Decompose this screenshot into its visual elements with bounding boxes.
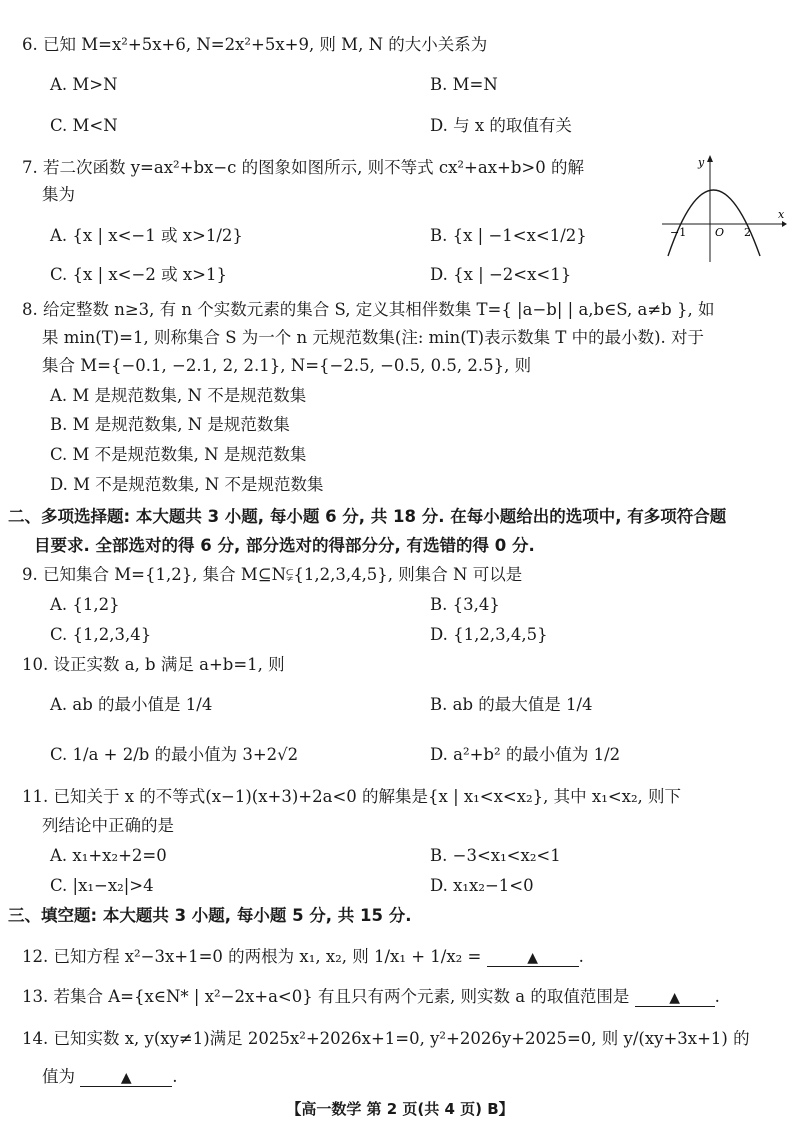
q13-answer-blank[interactable] (635, 990, 715, 1007)
q6-option-d: D. 与 x 的取值有关 (430, 116, 572, 135)
blank-triangle-icon: ▲ (527, 950, 538, 966)
q11-option-d: D. x₁x₂−1<0 (430, 876, 534, 895)
q11-stem-line1: 11. 已知关于 x 的不等式(x−1)(x+3)+2a<0 的解集是{x | x₁<x<x₂}, 其中 x₁<x₂, 则下 (22, 787, 682, 806)
q13-line (22, 986, 720, 1008)
q10-option-c: C. 1/a + 2/b 的最小值为 3+2√2 (50, 745, 299, 764)
q9-stem: 9. 已知集合 M={1,2}, 集合 M⊆N⫋{1,2,3,4,5}, 则集合 N 可以是 (22, 565, 523, 584)
q11-option-c: C. |x₁−x₂|>4 (50, 876, 154, 895)
q12-answer-blank[interactable] (487, 950, 579, 967)
section2-heading-line1: 二、多项选择题: 本大题共 3 小题, 每小题 6 分, 共 18 分. 在每小题给出的选项中, 有多项符合题 (8, 507, 727, 526)
q7-option-b: B. {x | −1<x<1/2} (430, 226, 587, 245)
q13-end-period: . (714, 987, 720, 1006)
q12-line (22, 946, 584, 968)
q10-stem: 10. 设正实数 a, b 满足 a+b=1, 则 (22, 655, 285, 674)
q9-option-c: C. {1,2,3,4} (50, 625, 152, 644)
q14-stem-line2: 值为 (42, 1067, 75, 1086)
q10-option-b: B. ab 的最大值是 1/4 (430, 695, 593, 714)
q8-option-d: D. M 不是规范数集, N 不是规范数集 (50, 475, 324, 494)
section3-heading: 三、填空题: 本大题共 3 小题, 每小题 5 分, 共 15 分. (8, 906, 412, 925)
q7-stem-line1: 7. 若二次函数 y=ax²+bx−c 的图象如图所示, 则不等式 cx²+ax+b>0 的解 (22, 158, 584, 177)
q10-option-a: A. ab 的最小值是 1/4 (50, 695, 213, 714)
q7-stem-line2: 集为 (42, 185, 75, 204)
q7-option-c: C. {x | x<−2 或 x>1} (50, 265, 227, 284)
q6-option-c: C. M<N (50, 116, 118, 135)
q14-answer-blank[interactable] (80, 1070, 172, 1087)
tick-label-2: 2 (744, 226, 751, 239)
q7-parabola-figure (660, 152, 788, 264)
q11-option-a: A. x₁+x₂+2=0 (50, 846, 167, 865)
q8-option-a: A. M 是规范数集, N 不是规范数集 (50, 386, 307, 405)
q8-stem-line2: 果 min(T)=1, 则称集合 S 为一个 n 元规范数集(注: min(T)表示数集 T 中的最小数). 对于 (42, 328, 704, 347)
x-axis-arrow (782, 221, 787, 227)
q14-end-period: . (172, 1067, 178, 1086)
parabola-curve (668, 190, 760, 256)
q14-line2 (42, 1066, 178, 1088)
y-axis-arrow (707, 155, 713, 162)
page-footer: 【高一数学 第 2 页(共 4 页) B】 (286, 1100, 514, 1118)
q6-option-b: B. M=N (430, 75, 498, 94)
q12-stem: 12. 已知方程 x²−3x+1=0 的两根为 x₁, x₂, 则 1/x₁ + 1/x₂ = (22, 947, 482, 966)
q8-option-b: B. M 是规范数集, N 是规范数集 (50, 415, 290, 434)
blank-triangle-icon: ▲ (669, 990, 680, 1006)
section2-heading-line2: 目要求. 全部选对的得 6 分, 部分选对的得部分分, 有选错的得 0 分. (34, 536, 535, 555)
x-axis-label: x (778, 208, 785, 221)
q8-stem-line3: 集合 M={−0.1, −2.1, 2, 2.1}, N={−2.5, −0.5, 0.5, 2.5}, 则 (42, 356, 532, 375)
q11-stem-line2: 列结论中正确的是 (42, 816, 174, 835)
q7-option-d: D. {x | −2<x<1} (430, 265, 572, 284)
blank-triangle-icon: ▲ (120, 1070, 132, 1086)
tick-label-neg1: −1 (670, 226, 687, 239)
q6-option-a: A. M>N (50, 75, 118, 94)
q9-option-a: A. {1,2} (50, 595, 120, 614)
q6-stem: 6. 已知 M=x²+5x+6, N=2x²+5x+9, 则 M, N 的大小关系为 (22, 35, 488, 54)
q9-option-b: B. {3,4} (430, 595, 500, 614)
q8-option-c: C. M 不是规范数集, N 是规范数集 (50, 445, 307, 464)
q12-end-period: . (578, 947, 584, 966)
y-axis-label: y (698, 156, 705, 169)
q8-stem-line1: 8. 给定整数 n≥3, 有 n 个实数元素的集合 S, 定义其相伴数集 T={ |a−b| | a,b∈S, a≠b }, 如 (22, 300, 715, 319)
q14-stem-line1: 14. 已知实数 x, y(xy≠1)满足 2025x²+2026x+1=0, y²+2026y+2025=0, 则 y/(xy+3x+1) 的 (22, 1029, 750, 1048)
q10-option-d: D. a²+b² 的最小值为 1/2 (430, 745, 621, 764)
q7-option-a: A. {x | x<−1 或 x>1/2} (50, 226, 243, 245)
origin-label: O (715, 226, 725, 239)
q13-stem: 13. 若集合 A={x∈N* | x²−2x+a<0} 有且只有两个元素, 则实数 a 的取值范围是 (22, 987, 630, 1006)
q9-option-d: D. {1,2,3,4,5} (430, 625, 548, 644)
q11-option-b: B. −3<x₁<x₂<1 (430, 846, 561, 865)
